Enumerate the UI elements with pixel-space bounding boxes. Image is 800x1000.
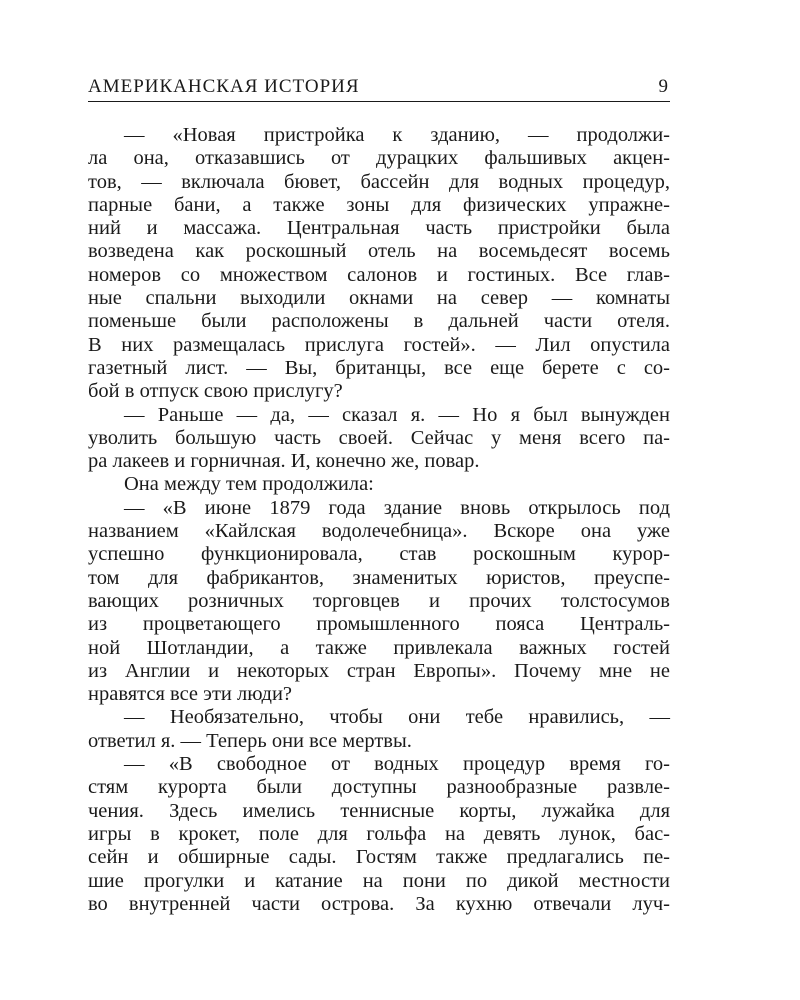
text-line: игры в крокет, поле для гольфа на девять лунок, бас- [88,822,670,845]
text-line: ний и массажа. Центральная часть пристройки была [88,217,670,240]
text-line: вающих розничных торговцев и прочих толстосумов [88,589,670,612]
page-number: 9 [658,76,668,97]
text-line: ответил я. — Теперь они все мертвы. [88,729,412,752]
text-line: поменьше были расположены в дальней части отеля. [88,310,670,333]
text-line: ной Шотландии, а также привлекала важных гостей [88,636,670,659]
text-line: Она между тем продолжила: [124,473,374,496]
text-line: сейн и обширные сады. Гостям также предлагались пе- [88,846,670,869]
text-line: — Раньше — да, — сказал я. — Но я был вынужден [124,403,670,426]
text-line: ные спальни выходили окнами на север — комнаты [88,287,670,310]
text-line: стям курорта были доступны разнообразные развле- [88,776,670,799]
text-line: во внутренней части острова. За кухню отвечали луч- [88,892,670,915]
text-line: том для фабрикантов, знаменитых юристов, преуспе- [88,566,670,589]
text-line: бой в отпуск свою прислугу? [88,380,343,403]
text-line: ра лакеев и горничная. И, конечно же, повар. [88,450,480,473]
text-line: из процветающего промышленного пояса Централь- [88,613,670,636]
text-line: шие прогулки и катание на пони по дикой местности [88,869,670,892]
body-text [88,124,670,916]
text-line: тов, — включала бювет, бассейн для водных процедур, [88,170,670,193]
text-line: нравятся все эти люди? [88,683,293,706]
text-line: ла она, отказавшись от дурацких фальшивых акцен- [88,147,670,170]
text-line: газетный лист. — Вы, британцы, все еще берете с со- [88,356,670,379]
text-line: — Необязательно, чтобы они тебе нравились, — [124,706,670,729]
text-line: парные бани, а также зоны для физических упражне- [88,193,670,216]
running-header [88,76,670,102]
text-line: чения. Здесь имелись теннисные корты, лужайка для [88,799,670,822]
text-line: возведена как роскошный отель на восемьдесят восемь [88,240,670,263]
text-line: номеров со множеством салонов и гостиных. Все глав- [88,263,670,286]
running-title: АМЕРИКАНСКАЯ ИСТОРИЯ [88,76,360,97]
text-line: В них размещалась прислуга гостей». — Лил опустила [88,333,670,356]
book-page [88,76,670,916]
text-line: — «В июне 1879 года здание вновь открылось под [124,496,670,519]
text-line: уволить большую часть своей. Сейчас у меня всего па- [88,426,670,449]
text-line: названием «Кайлская водолечебница». Вскоре она уже [88,520,670,543]
text-line: из Англии и некоторых стран Европы». Почему мне не [88,659,670,682]
text-line: — «В свободное от водных процедур время го- [124,753,670,776]
text-line: успешно функционировала, став роскошным курор- [88,543,670,566]
text-line: — «Новая пристройка к зданию, — продолжи- [124,124,670,146]
